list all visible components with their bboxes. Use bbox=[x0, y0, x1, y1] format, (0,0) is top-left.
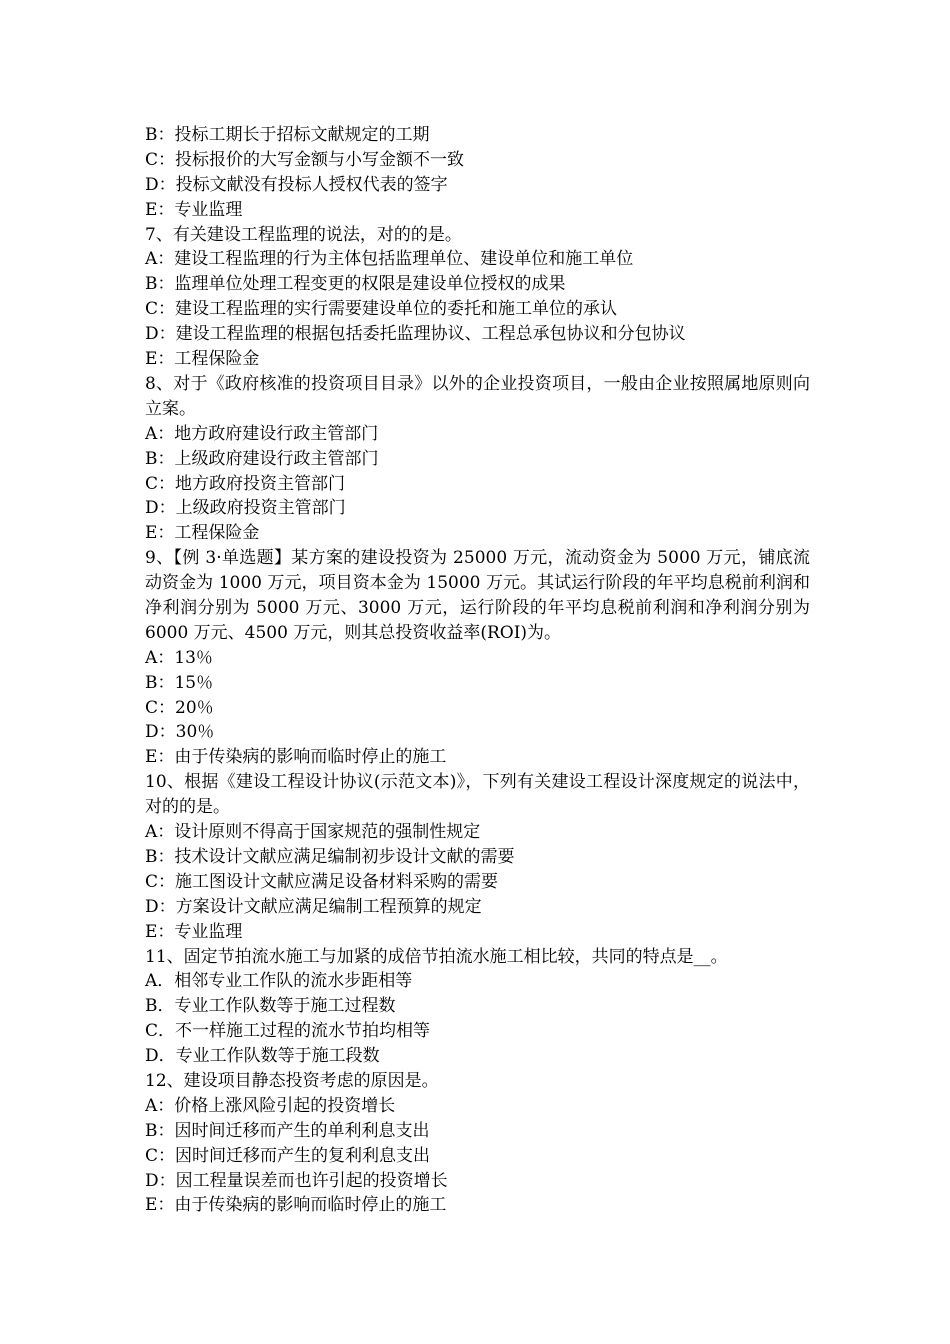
option-e: E：工程保险金 bbox=[145, 349, 260, 370]
option-d: D：上级政府投资主管部门 bbox=[145, 498, 346, 519]
question-text: 10、根据《建设工程设计协议(示范文本)》，下列有关建设工程设计深度规定的说法中，对的的是。 bbox=[145, 772, 810, 818]
option-b: B．专业工作队数等于施工过程数 bbox=[145, 996, 396, 1017]
option-e: E：专业监理 bbox=[145, 921, 243, 942]
option-b: B：上级政府建设行政主管部门 bbox=[145, 448, 379, 469]
option-a: A：13％ bbox=[145, 647, 213, 668]
option-e: E：由于传染病的影响而临时停止的施工 bbox=[145, 747, 447, 768]
option-a: A：地方政府建设行政主管部门 bbox=[145, 423, 379, 444]
option-a: A：建设工程监理的行为主体包括监理单位、建设单位和施工单位 bbox=[145, 249, 634, 270]
option-c: C：建设工程监理的实行需要建设单位的委托和施工单位的承认 bbox=[145, 299, 618, 320]
option-c: C：地方政府投资主管部门 bbox=[145, 473, 346, 494]
question-text: 8、对于《政府核准的投资项目目录》以外的企业投资项目，一般由企业按照属地原则向立案。 bbox=[145, 373, 810, 419]
option-d: D：因工程量误差而也许引起的投资增长 bbox=[145, 1170, 448, 1191]
option-a: A．相邻专业工作队的流水步距相等 bbox=[145, 971, 413, 992]
question-text: 7、有关建设工程监理的说法，对的的是。 bbox=[145, 224, 462, 245]
option-c: C：投标报价的大写金额与小写金额不一致 bbox=[145, 149, 465, 170]
question-text: 12、建设项目静态投资考虑的原因是。 bbox=[145, 1070, 439, 1091]
question-text: 11、固定节拍流水施工与加紧的成倍节拍流水施工相比较，共同的特点是__。 bbox=[145, 946, 728, 967]
option-e: E：工程保险金 bbox=[145, 523, 260, 544]
option-b: B：因时间迁移而产生的单利利息支出 bbox=[145, 1120, 430, 1141]
option-c: C：施工图设计文献应满足设备材料采购的需要 bbox=[145, 871, 499, 892]
document-body bbox=[145, 123, 810, 1218]
option-d: D：方案设计文献应满足编制工程预算的规定 bbox=[145, 896, 482, 917]
option-b: B：15％ bbox=[145, 672, 214, 693]
option-d: D：建设工程监理的根据包括委托监理协议、工程总承包协议和分包协议 bbox=[145, 324, 686, 345]
option-e: E：由于传染病的影响而临时停止的施工 bbox=[145, 1195, 447, 1216]
option-c: C：20％ bbox=[145, 697, 214, 718]
option-c: C：因时间迁移而产生的复利利息支出 bbox=[145, 1145, 431, 1166]
option-c: C．不一样施工过程的流水节拍均相等 bbox=[145, 1021, 431, 1042]
option-e: E：专业监理 bbox=[145, 199, 243, 220]
option-d: D．专业工作队数等于施工段数 bbox=[145, 1046, 380, 1067]
option-b: B：投标工期长于招标文献规定的工期 bbox=[145, 125, 430, 145]
option-b: B：监理单位处理工程变更的权限是建设单位授权的成果 bbox=[145, 274, 566, 295]
option-d: D：投标文献没有投标人授权代表的签字 bbox=[145, 174, 448, 195]
option-b: B：技术设计文献应满足编制初步设计文献的需要 bbox=[145, 846, 515, 867]
option-a: A：设计原则不得高于国家规范的强制性规定 bbox=[145, 822, 481, 843]
option-a: A：价格上涨风险引起的投资增长 bbox=[145, 1095, 396, 1116]
question-text: 9、【例 3·单选题】某方案的建设投资为 25000 万元，流动资金为 5000 万元，铺底流动资金为 1000 万元，项目资本金为 15000 万元。其试运行阶段的年平均息税前利润和净利润分别为 5000 万元、3000 万元，运行阶段的年平均息税前利润和净利润分别为 6000 万元、4500 万元，则其总投资收益率(ROI)为。 bbox=[145, 548, 810, 643]
option-d: D：30％ bbox=[145, 722, 215, 743]
